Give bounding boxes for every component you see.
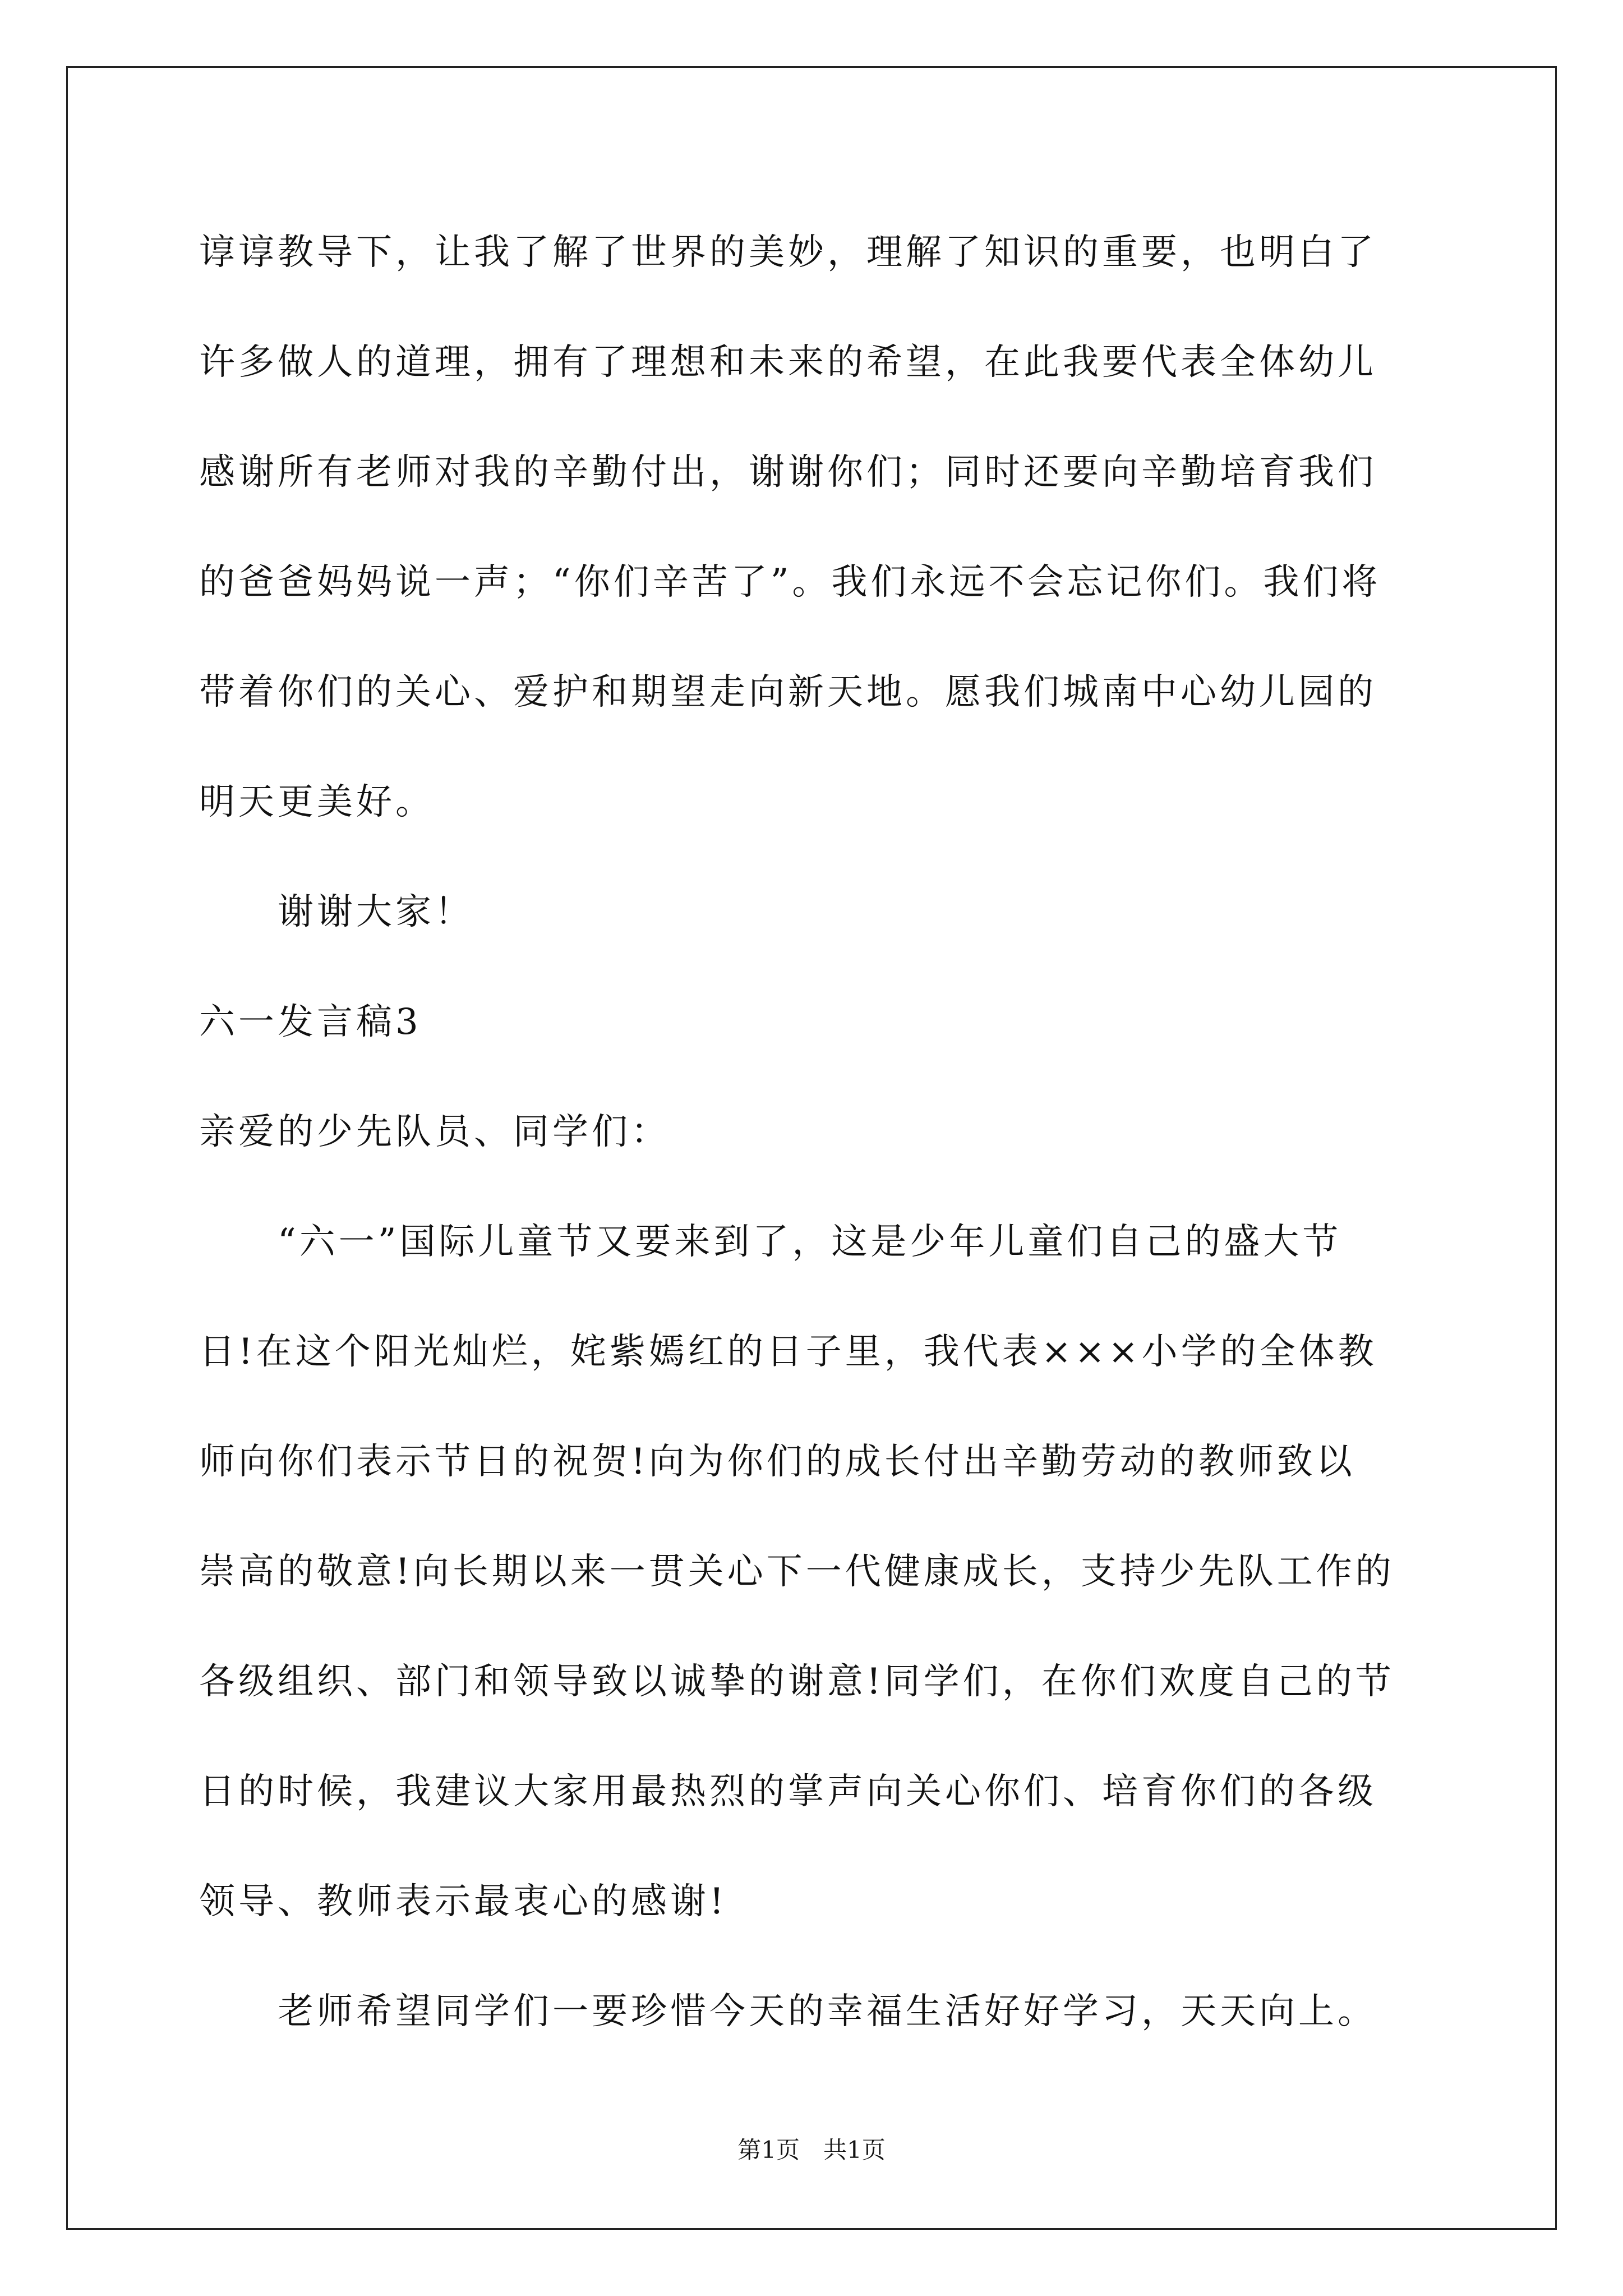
paragraph-line: 谆谆教导下，让我了解了世界的美妙，理解了知识的重要，也明白了 [199,232,1377,273]
salutation-line: 亲爱的少先队员、同学们： [199,1111,670,1153]
paragraph-line: 日的时候，我建议大家用最热烈的掌声向关心你们、培育你们的各级 [199,1771,1377,1812]
paragraph-line: 带着你们的关心、爱护和期望走向新天地。愿我们城南中心幼儿园的 [199,671,1377,713]
paragraph-line: “六一”国际儿童节又要来到了，这是少年儿童们自己的盛大节 [278,1221,1342,1263]
paragraph-line: 许多做人的道理，拥有了理想和未来的希望，在此我要代表全体幼儿 [199,342,1377,383]
paragraph-line: 感谢所有老师对我的辛勤付出，谢谢你们；同时还要向辛勤培育我们 [199,452,1377,493]
paragraph-line: 明天更美好。 [199,781,435,823]
paragraph-line: 师向你们表示节日的祝贺!向为你们的成长付出辛勤劳动的教师致以 [199,1441,1355,1483]
paragraph-line: 的爸爸妈妈说一声；“你们辛苦了”。我们永远不会忘记你们。我们将 [199,562,1381,603]
paragraph-line: 领导、教师表示最衷心的感谢! [199,1881,727,1922]
page-number-footer: 第1页 共1页 [737,2136,886,2164]
paragraph-line: 老师希望同学们一要珍惜今天的幸福生活好好学习，天天向上。 [278,1991,1377,2032]
paragraph-line: 日!在这个阳光灿烂，姹紫嫣红的日子里，我代表×××小学的全体教 [199,1331,1377,1373]
section-title: 六一发言稿3 [199,1001,422,1043]
closing-line: 谢谢大家！ [278,891,474,933]
document-body [199,213,1433,2082]
paragraph-line: 各级组织、部门和领导致以诚挚的谢意!同学们，在你们欢度自己的节 [199,1661,1395,1703]
paragraph-line: 崇高的敬意!向长期以来一贯关心下一代健康成长，支持少先队工作的 [199,1551,1395,1593]
